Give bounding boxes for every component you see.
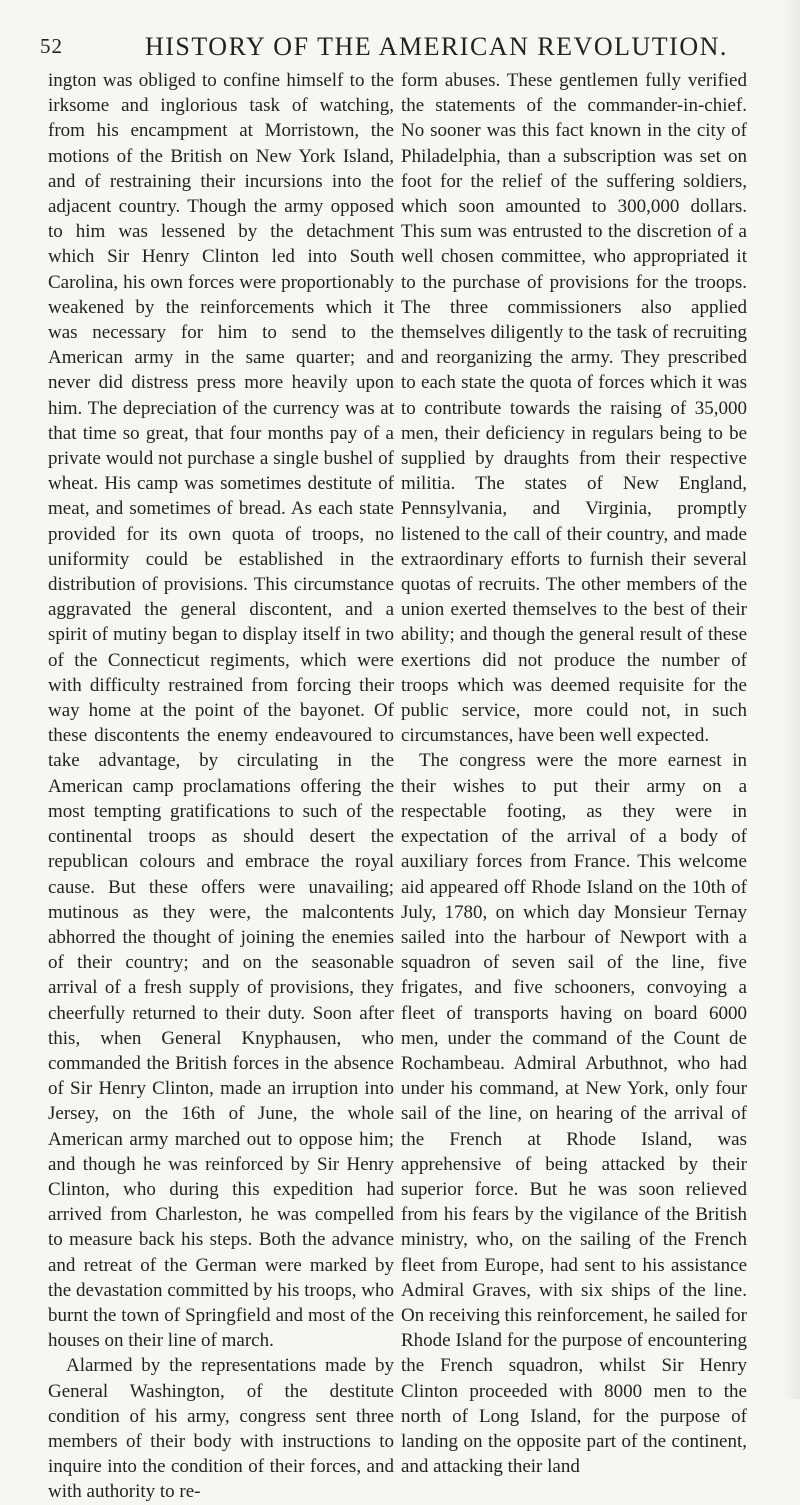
page-edge-shadow <box>782 0 800 1399</box>
left-column <box>48 68 394 1505</box>
page-header <box>40 24 784 64</box>
right-column <box>401 68 747 1479</box>
page-number: 52 <box>40 34 63 58</box>
running-head: HISTORY OF THE AMERICAN REVOLUTION. <box>145 32 728 61</box>
left-paragraph-2: Alarmed by the representations made by General Washington, of the destitute condition of his army, congress sent three members of their body with instructions to inquire into the condition of their forces, and with authority to re- <box>48 1355 394 1503</box>
right-paragraph-1: form abuses. These gentlemen fully verified the statements of the commander-in-chief. No sooner was this fact known in the city of Philadelphia, than a subscription was set on foot for the relief of the suffering soldiers, which soon amounted to 300,000 dollars. This sum was entrusted to the discretion of a well chosen committee, who appropriated it to the purchase of provisions for the troops. The three commissioners also applied themselves diligently to the task of recruiting and reorganizing the army. They prescribed to each state the quota of forces which it was to contribute towards the raising of 35,000 men, their deficiency in regulars being to be supplied by draughts from their respective militia. The states of New England, Pennsylvania, and Virginia, promptly listened to the call of their country, and made extraordinary efforts to furnish their several quotas of recruits. The other members of the union exerted themselves to the best of their ability; and though the general result of these exertions did not produce the number of troops which was deemed requisite for the public service, more could not, in such circumstances, have been well expected. <box>401 70 747 747</box>
right-paragraph-2: The congress were the more earnest in their wishes to put their army on a respectable footing, as they were in expectation of the arrival of a body of auxiliary forces from France. This welcome aid appeared off Rhode Island on the 10th of July, 1780, on which day Monsieur Ternay sailed into the harbour of Newport with a squadron of seven sail of the line, five frigates, and five schooners, convoying a fleet of transports having on board 6000 men, under the command of the Count de Rochambeau. Admiral Arbuthnot, who had under his command, at New York, only four sail of the line, on hearing of the arrival of the French at Rhode Island, was apprehensive of being attacked by their superior force. But he was soon relieved from his fears by the vigilance of the British ministry, who, on the sailing of the French fleet from Europe, had sent to his assistance Admiral Graves, with six ships of the line. On receiving this reinforcement, he sailed for Rhode Island for the purpose of encountering the French squadron, whilst Sir Henry Clinton proceeded with 8000 men to the north of Long Island, for the purpose of landing on the opposite part of the continent, and attacking their land <box>401 750 747 1478</box>
left-paragraph-1: ington was obliged to confine himself to the irksome and inglorious task of watching, from his encampment at Morristown, the motions of the British on New York Island, and of restraining their incursions into the adjacent country. Though the army opposed to him was lessened by the detachment which Sir Henry Clinton led into South Carolina, his own forces were proportionably weakened by the reinforcements which it was necessary for him to send to the American army in the same quarter; and never did distress press more heavily upon him. The depreciation of the currency was at that time so great, that four months pay of a private would not purchase a single bushel of wheat. His camp was sometimes destitute of meat, and sometimes of bread. As each state provided for its own quota of troops, no uniformity could be established in the distribution of provisions. This circumstance aggravated the general discontent, and a spirit of mutiny began to display itself in two of the Connecticut regiments, which were with difficulty restrained from forcing their way home at the point of the bayonet. Of these discontents the enemy endeavoured to take advantage, by circulating in the American camp proclamations offering the most tempting gratifications to such of the continental troops as should desert the republican colours and embrace the royal cause. But these offers were unavailing; mutinous as they were, the malcontents abhorred the thought of joining the enemies of their country; and on the seasonable arrival of a fresh supply of provisions, they cheerfully returned to their duty. Soon after this, when General Knyphausen, who commanded the British forces in the absence of Sir Henry Clinton, made an irruption into Jersey, on the 16th of June, the whole American army marched out to oppose him; and though he was reinforced by Sir Henry Clinton, who during this expedition had arrived from Charleston, he was compelled to measure back his steps. Both the advance and retreat of the German were marked by the devastation committed by his troops, who burnt the town of Springfield and most of the houses on their line of march. <box>48 70 394 1352</box>
